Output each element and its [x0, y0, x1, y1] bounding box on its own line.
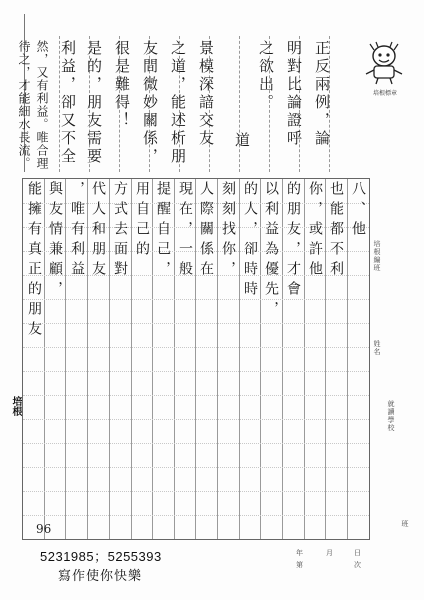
comment-line: 是的，朋友需要: [85, 40, 103, 166]
comment-line: 之欲出。: [257, 40, 275, 112]
logo-caption: 培根標章: [372, 90, 397, 97]
essay-line: 現在，一般: [177, 181, 193, 281]
session-prefix-label: 第: [296, 561, 303, 569]
comment-line: 正反兩例，論: [313, 40, 331, 148]
essay-line: 人際關係在: [198, 181, 214, 281]
essay-line: 與友情兼顧，: [47, 181, 63, 301]
mascot-icon: [362, 40, 406, 86]
essay-line: ，唯有利益: [69, 181, 85, 281]
school-label: 就讀學校: [387, 400, 395, 432]
grid-row-line: [23, 323, 369, 324]
comment-line: 很是難得！: [113, 40, 131, 130]
essay-line: 也能都不利: [328, 181, 344, 281]
grid-row-line: [23, 419, 369, 420]
essay-line: 的朋友，才會: [285, 181, 301, 301]
grid-row-line: [23, 467, 369, 468]
writing-grid: [22, 178, 370, 540]
session-suffix-label: 次: [354, 561, 361, 569]
comment-line: 景模深諳交友: [197, 40, 215, 148]
name-label: 姓名: [373, 340, 381, 356]
date-month-label: 月: [326, 549, 333, 557]
essay-line: 代人和朋友: [90, 181, 106, 281]
essay-line: 方式去面對: [112, 181, 128, 281]
essay-line: 八、他: [350, 181, 366, 241]
comment-line: 之道，能述析朋: [169, 40, 187, 166]
date-day-label: 日: [354, 549, 361, 557]
grid-row-line: [23, 347, 369, 348]
essay-line: 能擁有真正的朋友: [26, 181, 42, 341]
grid-row-line: [23, 515, 369, 516]
grid-row-line: [23, 491, 369, 492]
page-number: 96: [36, 522, 52, 536]
grid-row-line: [23, 371, 369, 372]
date-year-label: 年: [296, 549, 303, 557]
phone-numbers: 5231985；5255393: [40, 549, 162, 564]
grid-row-line: [23, 443, 369, 444]
grid-row-line: [23, 299, 369, 300]
comment-area: [17, 14, 355, 172]
essay-line: 刻刻找你，: [220, 181, 236, 281]
teacher-signature: 培根: [10, 396, 21, 416]
class-suffix-label: 班: [401, 520, 409, 528]
comment-line: 然，又有利益。唯合理待之，才能細水長流。: [17, 40, 49, 170]
comment-line: 明對比論證呼: [285, 40, 303, 148]
comment-line: 利益，卻又不全: [59, 40, 77, 166]
class-label: 培根編班: [373, 240, 381, 272]
comment-divider: [239, 36, 240, 172]
comment-line: 友間微妙關係，: [141, 40, 159, 166]
essay-line: 你，或許他: [307, 181, 323, 281]
essay-line: 以利益為優先，: [263, 181, 279, 321]
grid-row-line: [23, 395, 369, 396]
essay-line: 提醒自己，: [155, 181, 171, 281]
comment-line: 道: [233, 132, 251, 150]
slogan: 寫作使你快樂: [58, 569, 143, 584]
essay-line: 的人，卻時時: [242, 181, 258, 301]
essay-line: 用自己的: [134, 181, 150, 261]
